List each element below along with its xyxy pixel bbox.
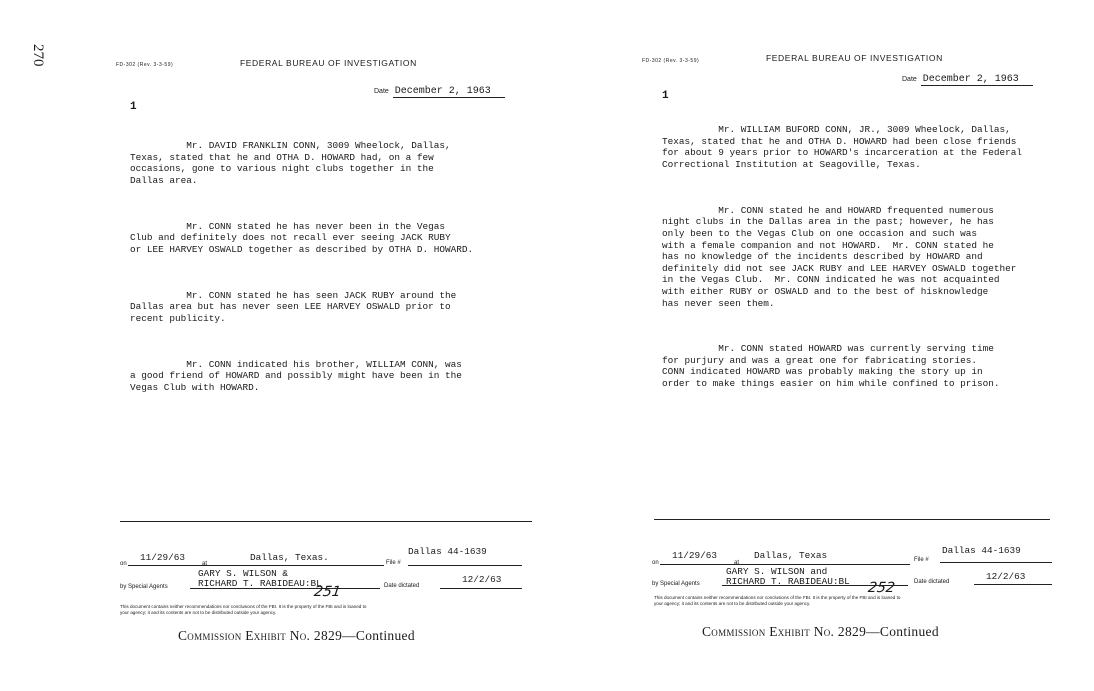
page-marker: 1 bbox=[662, 90, 669, 102]
underline bbox=[940, 562, 1052, 563]
agents-line-1: GARY S. WILSON & bbox=[198, 568, 289, 579]
report-date bbox=[902, 74, 1033, 86]
agents-line-2: RICHARD T. RABIDEAU:BL bbox=[726, 576, 850, 587]
interview-location: Dallas, Texas bbox=[754, 550, 828, 561]
agents-label: by Special Agents bbox=[652, 581, 700, 587]
fbi-report-left bbox=[110, 0, 630, 691]
date-label: Date bbox=[902, 76, 917, 83]
exhibit-caption bbox=[702, 624, 939, 640]
paragraph: Mr. WILLIAM BUFORD CONN, JR., 3009 Wheelock, Dallas, Texas, stated that he and OTHA D. HOWARD had been close friends for about 9 years prior to HOWARD's incarceration at the Federal Correctional Institution at Seagoville, Texas. bbox=[662, 124, 1023, 170]
file-number: Dallas 44-1639 bbox=[942, 545, 1021, 556]
page-number: 270 bbox=[30, 44, 46, 67]
interview-date: 11/29/63 bbox=[672, 550, 718, 561]
at-label: at bbox=[202, 561, 208, 567]
footer-rule bbox=[120, 521, 532, 522]
interview-location: Dallas, Texas. bbox=[250, 552, 329, 563]
date-value: December 2, 1963 bbox=[393, 86, 505, 98]
footer-rule bbox=[654, 519, 1050, 520]
exhibit-prefix: Commission Exhibit No. bbox=[702, 624, 835, 639]
paragraph: Mr. CONN stated he has seen JACK RUBY around the Dallas area but has never seen LEE HARVEY OSWALD prior to recent publicity. bbox=[130, 289, 457, 324]
dictated-date: 12/2/63 bbox=[986, 571, 1026, 582]
on-label: on bbox=[652, 560, 659, 566]
underline bbox=[440, 588, 522, 589]
paragraph: Mr. DAVID FRANKLIN CONN, 3009 Wheelock, Dallas, Texas, stated that he and OTHA D. HOWARD had, on a few occasions, gone to various night clubs together in the Dallas area. bbox=[130, 140, 451, 186]
paragraph: Mr. CONN indicated his brother, WILLIAM CONN, was a good friend of HOWARD and possibly might have been in the Vegas Club with HOWARD. bbox=[130, 358, 462, 393]
date-label: Date bbox=[374, 88, 389, 95]
form-code: FD-302 (Rev. 3-3-59) bbox=[116, 62, 174, 68]
dictated-date: 12/2/63 bbox=[462, 574, 502, 585]
paragraph: Mr. CONN stated he and HOWARD frequented numerous night clubs in the Dallas area in the past; however, he has only been to the Vegas Club on one occasion and such was with a female companion and not HOWARD. Mr. CONN stated he has no knowledge of the incidents described by HOWARD and definitely did not see JACK RUBY and LEE HARVEY OSWALD together in the Vegas Club. Mr. CONN indicated he was not acquainted with either RUBY or OSWALD and to the best of hisknowledge has never seen them. bbox=[662, 204, 1017, 309]
dictated-label: Date dictated bbox=[914, 579, 950, 585]
at-label: at bbox=[734, 560, 740, 566]
underline bbox=[190, 588, 380, 589]
handwritten-serial: 251 bbox=[312, 584, 342, 600]
file-label: File # bbox=[914, 557, 929, 563]
dictated-label: Date dictated bbox=[384, 583, 420, 589]
paragraph: Mr. CONN stated HOWARD was currently serving time for purjury and was a great one for fabricating stories. CONN indicated HOWARD was probably making the story up in order to make things easier on him while confined to prison. bbox=[662, 343, 1000, 390]
exhibit-number: 2829—Continued bbox=[313, 628, 415, 643]
form-code: FD-302 (Rev. 3-3-59) bbox=[642, 58, 700, 64]
date-value: December 2, 1963 bbox=[921, 74, 1033, 86]
exhibit-number: 2829—Continued bbox=[837, 624, 939, 639]
interview-date: 11/29/63 bbox=[140, 552, 186, 563]
underline bbox=[974, 584, 1052, 585]
disclaimer: This document contains neither recommendations nor conclusions of the FBI. It is the property of the FBI and is loaned to your agency; it and its contents are not to be distributed outside your agency. bbox=[120, 604, 367, 615]
agents-label: by Special Agents bbox=[120, 584, 168, 590]
agency-header: FEDERAL BUREAU OF INVESTIGATION bbox=[766, 53, 943, 63]
exhibit-caption bbox=[178, 628, 415, 644]
report-date bbox=[374, 86, 505, 98]
agency-header: FEDERAL BUREAU OF INVESTIGATION bbox=[240, 58, 417, 68]
exhibit-prefix: Commission Exhibit No. bbox=[178, 628, 311, 643]
paragraph: Mr. CONN stated he has never been in the Vegas Club and definitely does not recall ever seeing JACK RUBY or LEE HARVEY OSWALD together as described by OTHA D. HOWARD. bbox=[130, 220, 474, 255]
report-body bbox=[130, 117, 473, 428]
file-number: Dallas 44-1639 bbox=[408, 546, 487, 557]
on-label: on bbox=[120, 561, 127, 567]
fbi-report-right bbox=[636, 0, 1066, 691]
file-label: File # bbox=[386, 560, 401, 566]
agents-line-2: RICHARD T. RABIDEAU:BL bbox=[198, 578, 322, 589]
disclaimer: This document contains neither recommendations nor conclusions of the FBI. It is the property of the FBI and is loaned to your agency; it and its contents are not to be distributed outside your agency. bbox=[654, 595, 901, 606]
underline bbox=[128, 565, 384, 566]
agents-line-1: GARY S. WILSON and bbox=[726, 566, 828, 577]
report-body bbox=[662, 101, 1022, 424]
page-marker: 1 bbox=[130, 101, 137, 113]
handwritten-serial: 252 bbox=[866, 580, 896, 596]
underline bbox=[408, 565, 522, 566]
underline bbox=[660, 564, 910, 565]
